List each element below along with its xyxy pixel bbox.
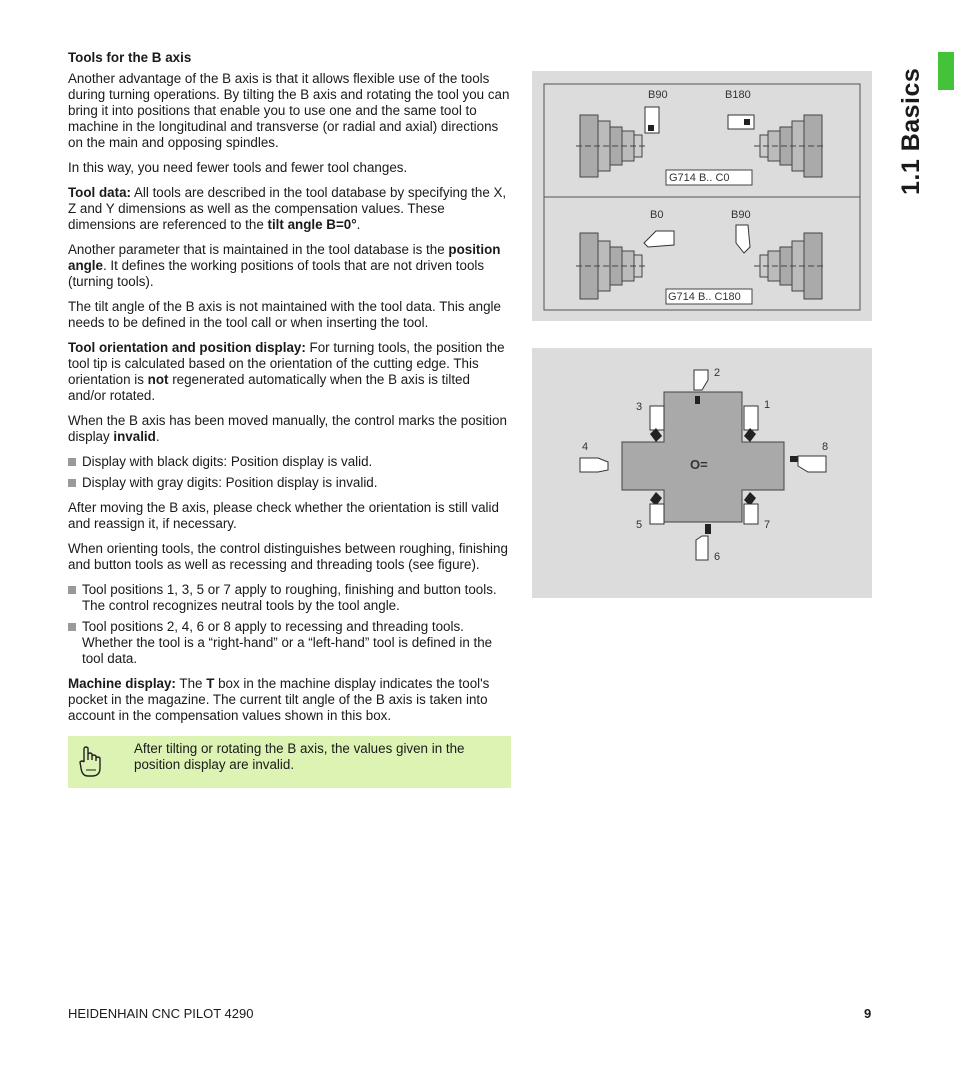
svg-text:7: 7 [764, 519, 771, 531]
orientation-text: For turning tools, the position the tool tip is calculated based on the orientation of the cutting edge. This orientation is [68, 340, 505, 387]
note-box [68, 736, 511, 788]
bottom-label-right: B90 [731, 209, 751, 221]
invalid-term: invalid [113, 429, 156, 444]
bullet-square-icon [68, 479, 76, 487]
position-angle-start: Another parameter that is maintained in the tool database is the [68, 242, 449, 257]
paragraph-intro: Another advantage of the B axis is that it allows flexible use of the tools during turning operations. By tilting the B axis and rotating the tool you can bring it into positions that enable you to use one and the same tool to machine in the longitudinal and transverse (or radial and axial) directions on the main and opposing spindles. [68, 71, 510, 150]
paragraph-tool-data [68, 185, 511, 233]
list-item-text: Tool positions 1, 3, 5 or 7 apply to roughing, finishing and button tools. The control recognizes neutral tools by the tool angle. [82, 582, 497, 613]
tool-position-3 [636, 401, 664, 442]
list-item [68, 475, 511, 491]
text-column [68, 50, 511, 788]
tool-position-5 [636, 492, 664, 531]
machine-display-mid: The [175, 676, 207, 691]
bullet-square-icon [68, 458, 76, 466]
center-label: O= [690, 457, 708, 472]
position-bullets [68, 582, 511, 667]
paragraph-tool-types: When orienting tools, the control distinguishes between roughing, finishing and button tools as well as recessing and threading tools (see figure). [68, 541, 508, 572]
svg-text:8: 8 [822, 441, 829, 453]
tool-position-6 [696, 524, 720, 563]
tool-b90-bottom [736, 225, 750, 253]
bottom-label-left: B0 [650, 209, 664, 221]
footer-product-name: HEIDENHAIN CNC PILOT 4290 [68, 1006, 254, 1021]
invalid-end: . [155, 429, 160, 444]
top-code-label: G714 B.. C0 [669, 172, 730, 184]
paragraph-machine-display [68, 676, 511, 724]
tool-position-4 [580, 441, 608, 472]
paragraph-check-orientation: After moving the B axis, please check whether the orientation is still valid and reassign it, if necessary. [68, 500, 499, 531]
tool-orientation-drawing [532, 348, 872, 598]
machine-display-label: Machine display: [68, 676, 176, 691]
list-item-text: Display with gray digits: Position display is invalid. [82, 475, 378, 490]
svg-text:5: 5 [636, 519, 643, 531]
tool-data-label: Tool data: [68, 185, 131, 200]
paragraph-fewer-tools: In this way, you need fewer tools and fewer tool changes. [68, 160, 408, 175]
page-number: 9 [864, 1006, 872, 1021]
svg-text:1: 1 [764, 399, 771, 411]
orientation-end: regenerated automatically when the B axis is tilted and/or rotated. [68, 372, 470, 403]
tool-b90-top [645, 107, 659, 133]
top-label-left: B90 [648, 89, 668, 101]
svg-text:6: 6 [714, 551, 721, 563]
opposing-spindle-workpiece-bottom [754, 233, 826, 299]
tool-position-8 [790, 441, 828, 472]
tool-b0-bottom [644, 231, 674, 247]
paragraph-position-angle [68, 242, 511, 290]
machine-display-end: box in the machine display indicates the tool's pocket in the magazine. The current tilt angle of the B axis is taken into account in the compensation values shown in this box. [68, 676, 490, 723]
paragraph-tilt-angle: The tilt angle of the B axis is not maintained with the tool data. This angle needs to be defined in the tool call or when inserting the tool. [68, 299, 501, 330]
pointing-hand-icon [78, 746, 102, 778]
not-term: not [147, 372, 169, 387]
orientation-label: Tool orientation and position display: [68, 340, 306, 355]
chapter-title: 1.1 Basics [897, 67, 925, 195]
invalid-start: When the B axis has been moved manually, the control marks the position display [68, 413, 507, 444]
list-item-text: Display with black digits: Position display is valid. [82, 454, 373, 469]
bottom-code-label: G714 B.. C180 [668, 291, 741, 303]
tool-data-end: . [356, 217, 361, 232]
b-axis-tilt-drawing [532, 71, 872, 321]
bullet-square-icon [68, 586, 76, 594]
tool-position-7 [744, 492, 770, 531]
svg-text:2: 2 [714, 367, 721, 379]
tool-data-text: All tools are described in the tool database by specifying the X, Z and Y dimensions as well as the compensation values. These dimensions are referenced to the [68, 185, 507, 232]
paragraph-invalid [68, 413, 511, 445]
list-item [68, 619, 511, 667]
list-item [68, 582, 511, 614]
display-bullets [68, 454, 511, 491]
tool-position-1 [744, 399, 770, 442]
list-item-text: Tool positions 2, 4, 6 or 8 apply to recessing and threading tools. Whether the tool is a “right-hand” or a “left-hand” tool is defined in the tool data. [82, 619, 493, 666]
top-label-right: B180 [725, 89, 751, 101]
b-axis-tilt-figure [532, 71, 872, 321]
main-spindle-workpiece [576, 115, 647, 177]
t-box-term: T [206, 676, 215, 691]
tool-orientation-figure [532, 348, 872, 598]
list-item [68, 454, 511, 470]
tilt-angle-term: tilt angle B=0° [267, 217, 357, 232]
note-text: After tilting or rotating the B axis, the values given in the position display are invalid. [134, 741, 465, 772]
section-heading: Tools for the B axis [68, 50, 192, 65]
svg-text:3: 3 [636, 401, 643, 413]
tool-b180-top [728, 115, 754, 129]
main-spindle-workpiece-bottom [576, 233, 647, 299]
bullet-square-icon [68, 623, 76, 631]
position-angle-term: position angle [68, 242, 501, 273]
paragraph-orientation [68, 340, 511, 404]
svg-text:4: 4 [582, 441, 589, 453]
opposing-spindle-workpiece [754, 115, 826, 177]
position-angle-end: . It defines the working positions of tools that are not driven tools (turning tools). [68, 258, 485, 289]
